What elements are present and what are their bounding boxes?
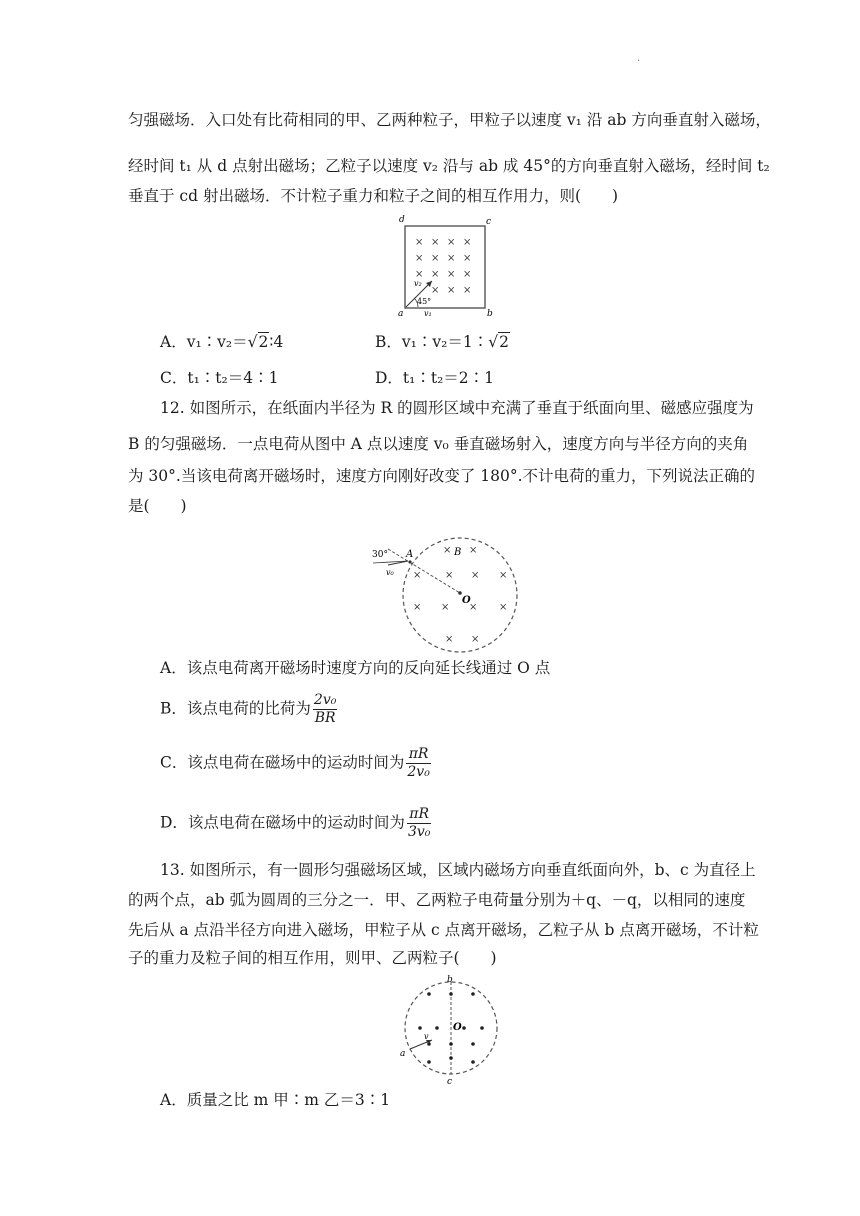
field-into-page-mark: × — [469, 602, 478, 613]
q13-label-b: b — [447, 975, 453, 985]
field-into-page-mark: × — [469, 545, 478, 556]
field-into-page-mark: × — [431, 269, 440, 280]
field-out-of-page-dot — [471, 1060, 475, 1064]
q13-line-3: 先后从 a 点沿半径方向进入磁场，甲粒子从 c 点离开磁场，乙粒子从 b 点离开磁场，不计粒 — [128, 921, 759, 939]
field-into-page-mark: × — [471, 570, 480, 581]
q11-label-angle: 45° — [417, 297, 432, 306]
q13-option-a[interactable]: A．质量之比 m 甲∶m 乙＝3∶1 — [160, 1091, 391, 1109]
field-out-of-page-dot — [462, 1026, 466, 1030]
q13-label-a: a — [400, 1049, 406, 1059]
q11-line-3: 垂直于 cd 射出磁场．不计粒子重力和粒子之间的相互作用力，则( ) — [128, 187, 619, 205]
field-into-page-mark: × — [447, 285, 456, 296]
q11-label-v2: v₂ — [414, 279, 422, 288]
field-into-page-mark: × — [463, 269, 472, 280]
q12-option-c[interactable]: C．该点电荷在磁场中的运动时间为 $\frac{\pi R}{\text{2v₀}}$ — [160, 746, 430, 780]
q13-line-4: 子的重力及粒子间的相互作用，则甲、乙两粒子( ) — [128, 949, 497, 967]
field-out-of-page-dot — [427, 1060, 431, 1064]
field-out-of-page-dot — [427, 992, 431, 996]
q12-option-a[interactable]: A．该点电荷离开磁场时速度方向的反向延长线通过 O 点 — [160, 659, 551, 677]
q11-option-a[interactable]: A．v₁∶v₂＝√2∶4 — [160, 333, 284, 351]
q11-option-d[interactable]: D．t₁∶t₂＝2∶1 — [375, 369, 495, 387]
header-mark: · — [637, 56, 641, 67]
q11-label-v1: v₁ — [424, 309, 432, 318]
q12-label-A: A — [406, 549, 414, 560]
q13-line-2: 的两个点，ab 弧为圆周的三分之一．甲、乙两粒子电荷量分别为＋q、－q，以相同的速度 — [128, 891, 746, 909]
field-out-of-page-dot — [418, 1026, 422, 1030]
q11-label-a: a — [398, 309, 404, 319]
q12-option-d[interactable]: D．该点电荷在磁场中的运动时间为 $\frac{\pi R}{\text{3v₀}}$ — [160, 806, 431, 840]
field-out-of-page-dot — [471, 992, 475, 996]
field-into-page-mark: × — [445, 634, 454, 645]
field-into-page-mark: × — [471, 634, 480, 645]
field-into-page-mark: × — [431, 285, 440, 296]
field-out-of-page-dot — [449, 1056, 453, 1060]
field-into-page-mark: × — [431, 237, 440, 248]
field-into-page-mark: × — [499, 602, 508, 613]
field-into-page-mark: × — [499, 570, 508, 581]
q11-option-c[interactable]: C．t₁∶t₂＝4∶1 — [160, 369, 279, 387]
field-into-page-mark: × — [443, 545, 452, 556]
field-out-of-page-dot — [480, 1026, 484, 1030]
q13-label-v: v — [424, 1032, 429, 1041]
q13-figure-circular-field — [396, 975, 506, 1087]
q12-label-B: B — [454, 547, 462, 558]
field-into-page-mark: × — [415, 253, 424, 264]
q11-figure-square-field — [390, 212, 500, 322]
field-into-page-mark: × — [413, 570, 422, 581]
field-out-of-page-dot — [449, 1042, 453, 1046]
q12-figure-circular-field — [368, 535, 524, 651]
q11-label-c: c — [486, 217, 492, 227]
q12-line-2: B 的匀强磁场．一点电荷从图中 A 点以速度 v₀ 垂直磁场射入，速度方向与半径方向的夹角 — [128, 435, 749, 453]
q13-line-1: 13. 如图所示，有一圆形匀强磁场区域，区域内磁场方向垂直纸面向外，b、c 为直径上 — [160, 861, 756, 879]
field-out-of-page-dot — [435, 1026, 439, 1030]
q12-label-O: O — [462, 595, 471, 606]
field-into-page-mark: × — [445, 570, 454, 581]
field-into-page-mark: × — [447, 269, 456, 280]
q11-label-d: d — [399, 215, 405, 225]
field-out-of-page-dot — [449, 992, 453, 996]
q12-line-1: 12. 如图所示，在纸面内半径为 R 的圆形区域中充满了垂直于纸面向里、磁感应强度为 — [160, 399, 754, 417]
q11-line-2: 经时间 t₁ 从 d 点射出磁场；乙粒子以速度 v₂ 沿与 ab 成 45°的方向垂直射入磁场，经时间 t₂ — [128, 157, 770, 175]
q12-line-4: 是( ) — [128, 497, 187, 515]
field-into-page-mark: × — [415, 237, 424, 248]
q11-label-b: b — [487, 309, 493, 319]
q12-label-angle: 30° — [372, 550, 388, 560]
q12-option-b[interactable]: B．该点电荷的比荷为 $\frac{\text{2v₀}}{BR}$ — [160, 692, 337, 726]
field-into-page-mark: × — [441, 602, 450, 613]
q12-line-3: 为 30°.当该电荷离开磁场时，速度方向刚好改变了 180°.不计电荷的重力，下列说法正确的 — [128, 467, 756, 485]
field-into-page-mark: × — [463, 253, 472, 264]
field-out-of-page-dot — [471, 1042, 475, 1046]
q13-label-O: O — [453, 1022, 462, 1033]
field-into-page-mark: × — [463, 237, 472, 248]
field-into-page-mark: × — [413, 602, 422, 613]
field-into-page-mark: × — [431, 253, 440, 264]
q13-label-c: c — [447, 1077, 453, 1087]
q11-option-b[interactable]: B．v₁∶v₂＝1∶√2 — [375, 333, 509, 351]
field-into-page-mark: × — [447, 253, 456, 264]
field-into-page-mark: × — [447, 237, 456, 248]
field-into-page-mark: × — [463, 285, 472, 296]
field-into-page-mark: × — [415, 269, 424, 280]
q11-line-1: 匀强磁场．入口处有比荷相同的甲、乙两种粒子，甲粒子以速度 v₁ 沿 ab 方向垂直射入磁场， — [128, 111, 771, 129]
q12-label-v0: v₀ — [386, 568, 394, 577]
